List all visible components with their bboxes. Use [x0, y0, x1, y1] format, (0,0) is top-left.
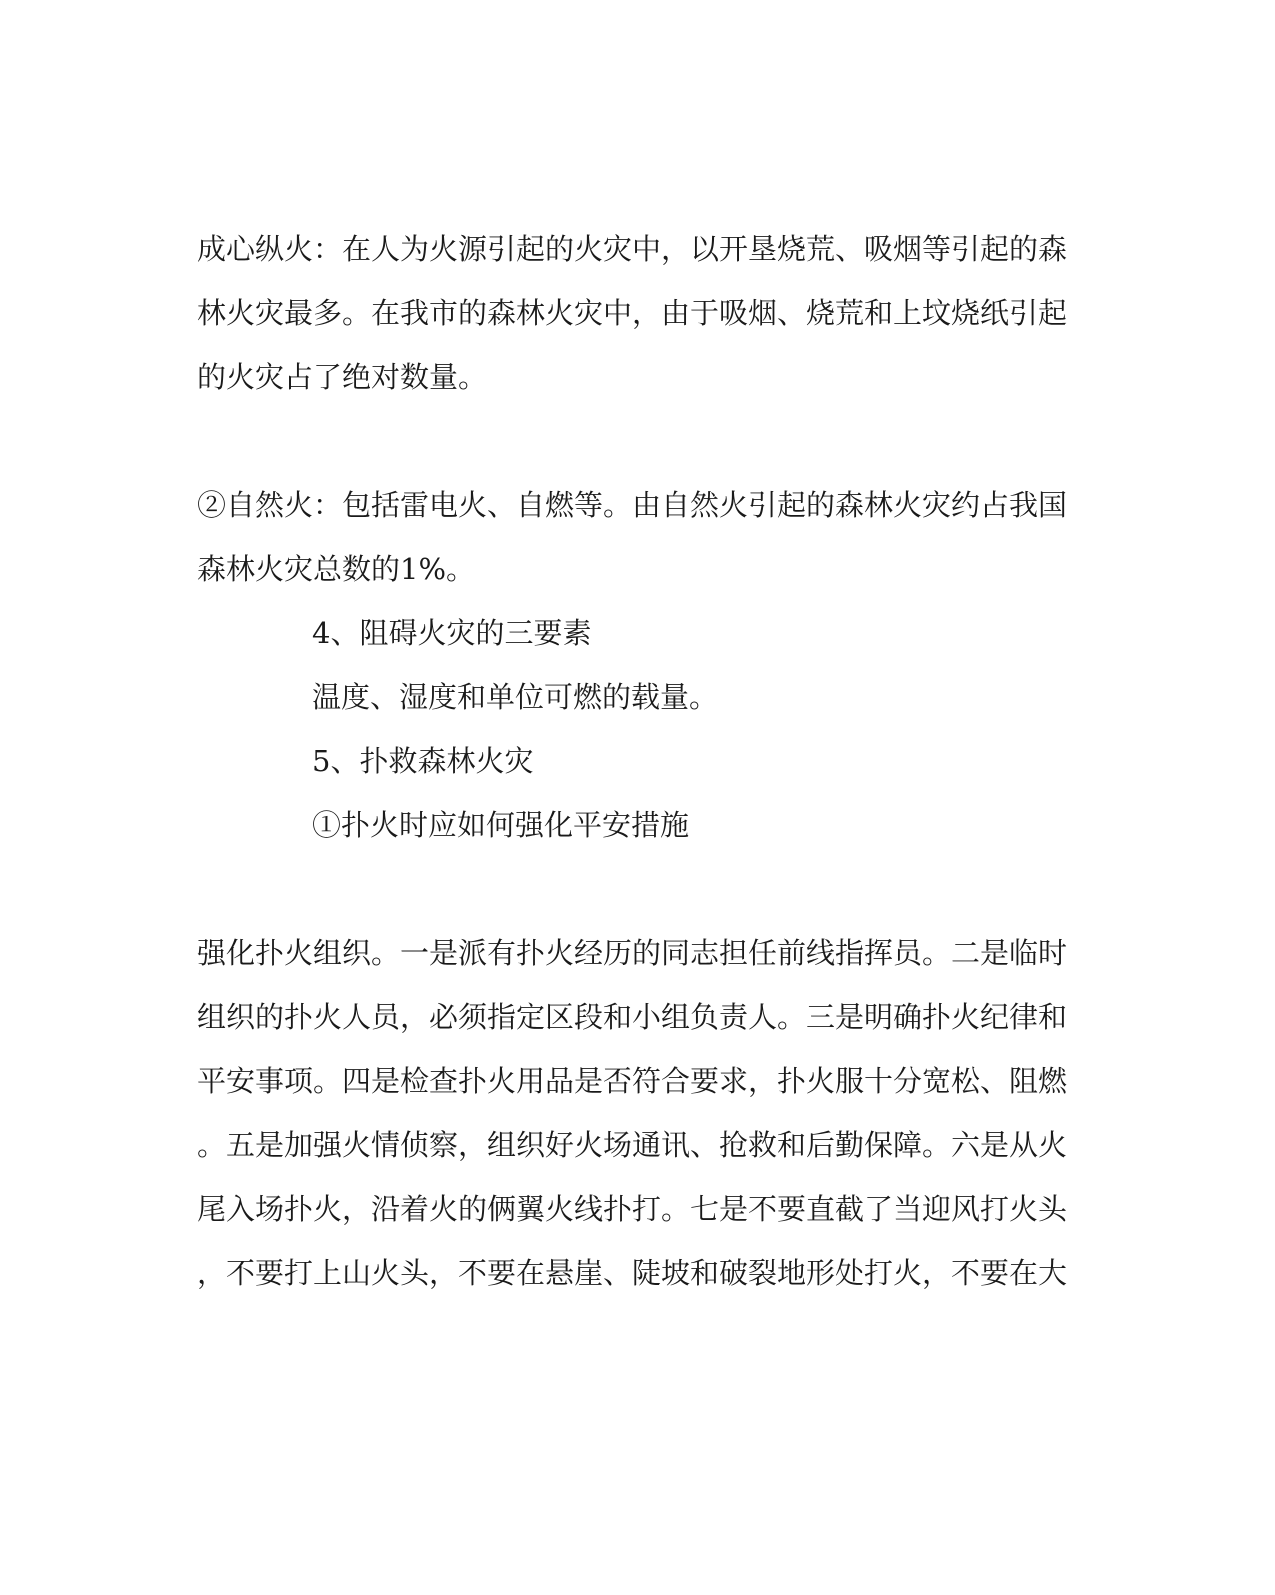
paragraph-3-line-6: ，不要打上山火头，不要在悬崖、陡坡和破裂地形处打火，不要在大	[197, 1256, 1068, 1290]
section-5-subheading: ①扑火时应如何强化平安措施	[312, 808, 690, 842]
section-4-text: 温度、湿度和单位可燃的载量。	[312, 680, 719, 714]
paragraph-2-line-1: ②自然火：包括雷电火、自燃等。由自然火引起的森林火灾约占我国	[197, 488, 1068, 522]
paragraph-1-line-3: 的火灾占了绝对数量。	[197, 360, 488, 394]
paragraph-1-line-2: 林火灾最多。在我市的森林火灾中，由于吸烟、烧荒和上坟烧纸引起	[197, 296, 1068, 330]
paragraph-1-line-1: 成心纵火：在人为火源引起的火灾中，以开垦烧荒、吸烟等引起的森	[197, 232, 1068, 266]
section-5-heading: 5、扑救森林火灾	[312, 744, 534, 778]
paragraph-3-line-5: 尾入场扑火，沿着火的俩翼火线扑打。七是不要直截了当迎风打火头	[197, 1192, 1068, 1226]
paragraph-2-line-2: 森林火灾总数的1%。	[197, 552, 476, 586]
section-4-heading: 4、阻碍火灾的三要素	[312, 616, 592, 650]
paragraph-3-line-4: 。五是加强火情侦察，组织好火场通讯、抢救和后勤保障。六是从火	[197, 1128, 1068, 1162]
paragraph-3-line-2: 组织的扑火人员，必须指定区段和小组负责人。三是明确扑火纪律和	[197, 1000, 1068, 1034]
paragraph-3-line-3: 平安事项。四是检查扑火用品是否符合要求，扑火服十分宽松、阻燃	[197, 1064, 1068, 1098]
paragraph-3-line-1: 强化扑火组织。一是派有扑火经历的同志担任前线指挥员。二是临时	[197, 936, 1068, 970]
